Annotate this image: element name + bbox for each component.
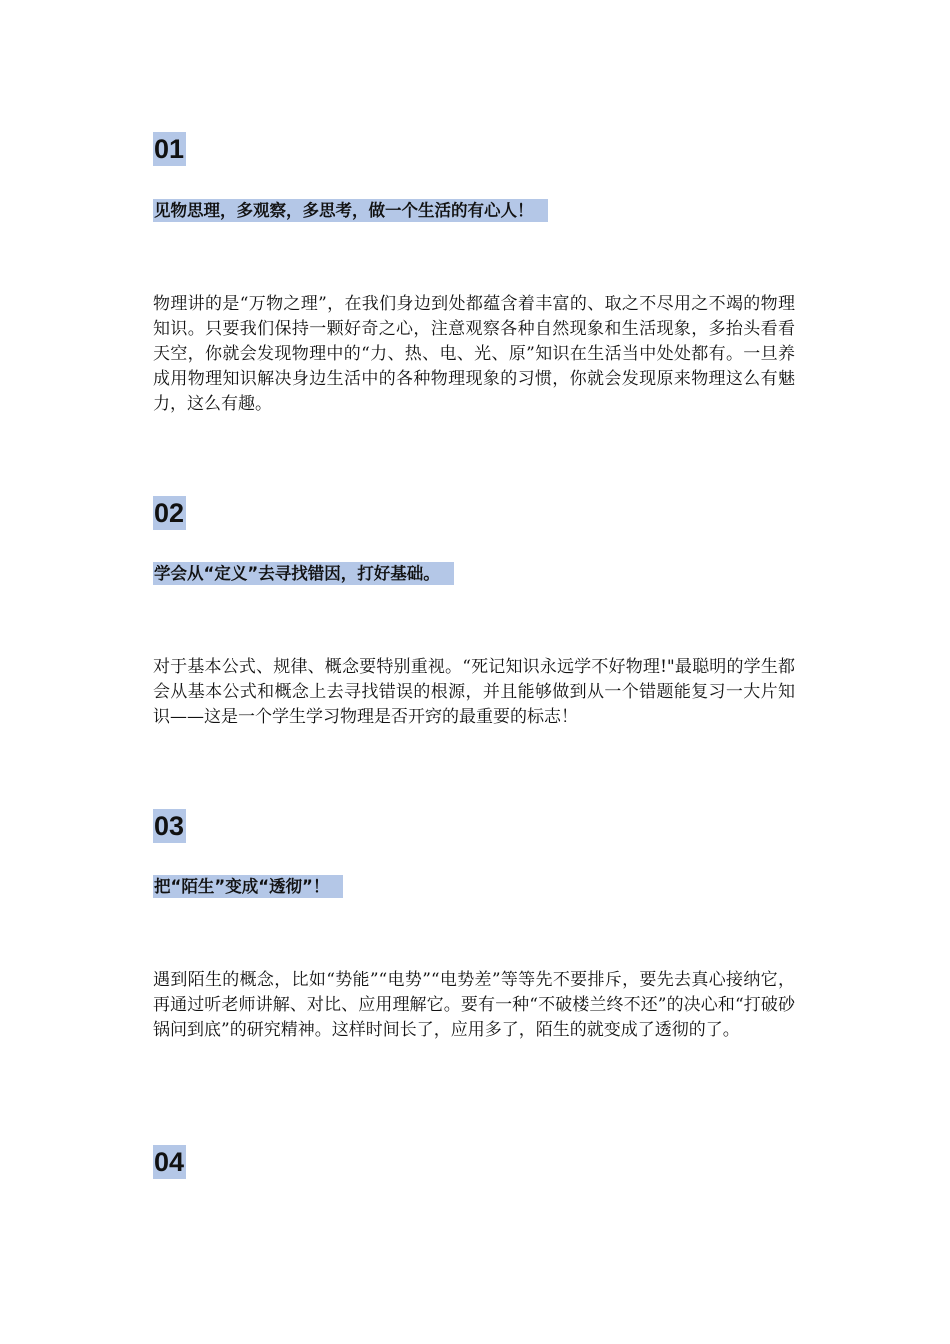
section-heading: 学会从“定义”去寻找错因，打好基础。 (153, 562, 454, 585)
section-heading: 把“陌生”变成“透彻”！ (153, 875, 343, 898)
section-number: 02 (154, 498, 185, 528)
section-body: 物理讲的是“万物之理”，在我们身边到处都蕴含着丰富的、取之不尽用之不竭的物理知识。只要我们保持一颗好奇之心，注意观察各种自然现象和生活现象，多抬头看看天空，你就会发现物理中的“力、热、电、光、原”知识在生活当中处处都有。一旦养成用物理知识解决身边生活中的各种物理现象的习惯，你就会发现原来物理这么有魅力，这么有趣。 (153, 294, 795, 414)
section-body: 对于基本公式、规律、概念要特别重视。“死记知识永远学不好物理!"最聪明的学生都会从基本公式和概念上去寻找错误的根源，并且能够做到从一个错题能复习一大片知识——这是一个学生学习物理是否开窍的最重要的标志！ (153, 657, 795, 727)
section-heading: 见物思理，多观察，多思考，做一个生活的有心人！ (153, 199, 548, 222)
section-number: 03 (154, 811, 185, 841)
section-number: 01 (154, 134, 185, 164)
section-number: 04 (154, 1147, 185, 1177)
section-body: 遇到陌生的概念，比如“势能”“电势”“电势差”等等先不要排斥，要先去真心接纳它，再通过听老师讲解、对比、应用理解它。要有一种“不破楼兰终不还”的决心和“打破砂锅问到底”的研究精神。这样时间长了，应用多了，陌生的就变成了透彻的了。 (153, 970, 795, 1040)
